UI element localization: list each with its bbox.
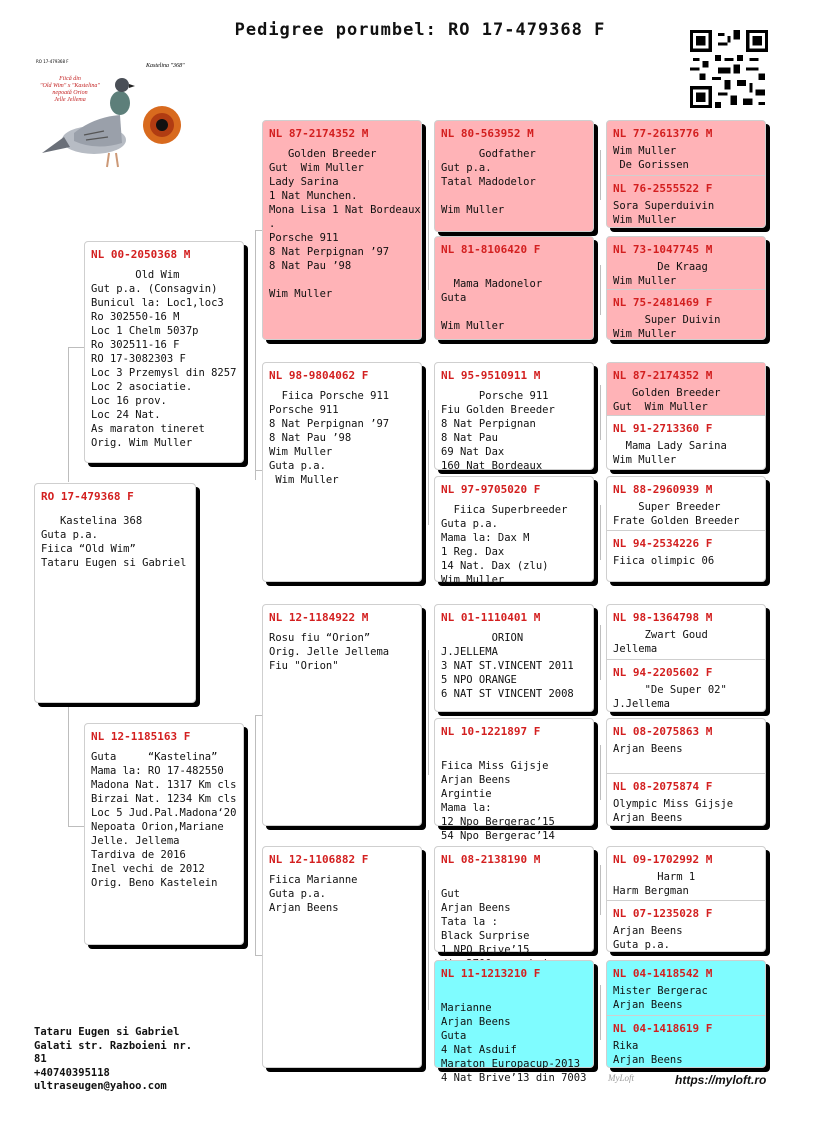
gggp-ring: NL 08-2075863 M [613,725,713,738]
great-grandparent-text: Mama Madonelor Guta Wim Muller [441,278,543,332]
gggp-entry[interactable] [607,363,765,415]
great-grandparent-card[interactable] [434,476,594,586]
great-grandparent-text: Gut Arjan Beens Tata la : Black Surprise 1 NPO Brive’15 [441,888,530,956]
gggp-pair-card[interactable] [606,846,766,952]
gggp-entry[interactable] [607,237,765,289]
gggp-pair-card[interactable] [606,236,766,340]
gggp-entry[interactable] [607,719,765,773]
great-grandparent-ring: NL 80-563952 M [441,127,534,140]
grandparent-ring: NL 98-9804062 F [269,369,369,382]
great-grandparent-card[interactable] [434,960,594,1084]
gggp-text: Sora Superduivin Wim Muller [613,200,715,226]
gggp-ring: NL 88-2960939 M [613,483,713,496]
dam-card[interactable] [84,723,244,945]
sire-text: Old Wim Gut p.a. (Consagvin) Bunicul la: Loc1,loc3 Ro 302550-16 M Loc 1 Chelm 5037p Ro 302511-16 F RO 17-3082303 F Loc 3 Przemysl din 8257 Loc 2 asociatie. Loc 16 prov. Loc 24 Nat. As maraton tineret Orig. Wim Muller [91,269,237,449]
great-grandparent-card[interactable] [434,362,594,470]
grandparent-text: Golden Breeder Gut Wim Muller Lady Sarina 1 Nat Munchen. Mona Lisa 1 Nat Bordeaux . Porsche 911 8 Nat Perpignan ’97 8 Nat Pau ’98 Wim Muller [269,148,421,300]
grandparent-ring: NL 87-2174352 M [269,127,369,140]
owner-contact: Tataru Eugen si Gabriel Galati str. Razboieni nr. 81 +40740395118 ultraseugen@yahoo.com [34,1026,193,1092]
gggp-ring: NL 94-2205602 F [613,666,713,679]
gggp-entry[interactable] [607,121,765,175]
grandparent-text: Fiica Marianne Guta p.a. Arjan Beens [269,874,358,914]
great-grandparent-ring: NL 08-2138190 M [441,853,541,866]
great-grandparent-card[interactable] [434,120,594,232]
gggp-entry[interactable] [607,847,765,900]
myloft-logo: MyLoft [608,1073,634,1083]
eye-icon [143,106,181,144]
gggp-ring: NL 04-1418542 M [613,967,713,980]
sire-card[interactable] [84,241,244,463]
subject-card[interactable] [34,483,196,703]
great-grandparent-ring: NL 95-9510911 M [441,369,541,382]
gggp-entry[interactable] [607,477,765,530]
sire-ring: NL 00-2050368 M [91,248,191,261]
gggp-text: De Kraag Wim Muller [613,261,708,287]
gggp-ring: NL 04-1418619 F [613,1022,713,1035]
gggp-text: Mama Lady Sarina Wim Muller [613,440,727,466]
website-link[interactable]: https://myloft.ro [675,1073,767,1087]
photo-name: Kastelina "368" [146,63,185,69]
gggp-text: Super Breeder Frate Golden Breeder [613,501,740,527]
great-grandparent-ring: NL 81-8106420 F [441,243,541,256]
gggp-ring: NL 08-2075874 F [613,780,713,793]
great-grandparent-text: Porsche 911 Fiu Golden Breeder 8 Nat Perpignan 8 Nat Pau 69 Nat Dax 160 Nat Bordeaux [441,390,555,472]
great-grandparent-text: Godfather Gut p.a. Tatal Madodelor Wim Muller [441,148,536,216]
grandparent-card[interactable] [262,362,422,582]
great-grandparent-card[interactable] [434,718,594,842]
gggp-text: Mister Bergerac Arjan Beens [613,985,708,1011]
photo-ring: RO 17-479368 F [36,59,69,64]
great-grandparent-ring: NL 10-1221897 F [441,725,541,738]
great-grandparent-card[interactable] [434,604,594,712]
subject-text: Kastelina 368 Guta p.a. Fiica “Old Wim” Tataru Eugen si Gabriel [41,515,187,569]
grandparent-ring: NL 12-1106882 F [269,853,369,866]
gggp-ring: NL 98-1364798 M [613,611,713,624]
gggp-pair-card[interactable] [606,718,766,826]
great-grandparent-card[interactable] [434,846,594,956]
page-title: Pedigree porumbel: RO 17-479368 F [234,20,606,40]
great-grandparent-ring: NL 11-1213210 F [441,967,541,980]
great-grandparent-text: Fiica Superbreeder Guta p.a. Mama la: Dax M 1 Reg. Dax 14 Nat. Dax (zlu) Wim Muller [441,504,568,586]
qr-code-icon [690,30,768,108]
gggp-entry[interactable] [607,1015,765,1069]
gggp-text: Harm 1 Harm Bergman [613,871,696,897]
gggp-ring: NL 94-2534226 F [613,537,713,550]
grandparent-card[interactable] [262,604,422,826]
gggp-entry[interactable] [607,605,765,659]
dam-ring: NL 12-1185163 F [91,730,191,743]
great-grandparent-card[interactable] [434,236,594,340]
gggp-pair-card[interactable] [606,120,766,228]
great-grandparent-ring: NL 01-1110401 M [441,611,541,624]
gggp-ring: NL 77-2613776 M [613,127,713,140]
gggp-ring: NL 09-1702992 M [613,853,713,866]
gggp-ring: NL 91-2713360 F [613,422,713,435]
gggp-entry[interactable] [607,415,765,471]
gggp-entry[interactable] [607,900,765,953]
grandparent-card[interactable] [262,120,422,340]
gggp-text: Super Duivin Wim Muller [613,314,721,340]
pigeon-photo [34,55,214,170]
gggp-text: Arjan Beens Guta p.a. [613,925,683,951]
gggp-text: Wim Muller De Gorissen [613,145,689,171]
grandparent-card[interactable] [262,846,422,1068]
gggp-entry[interactable] [607,530,765,583]
gggp-entry[interactable] [607,773,765,827]
grandparent-ring: NL 12-1184922 M [269,611,369,624]
gggp-entry[interactable] [607,175,765,229]
gggp-text: Olympic Miss Gijsje Arjan Beens [613,798,734,824]
gggp-text: Fiica olimpic 06 [613,555,715,567]
gggp-pair-card[interactable] [606,476,766,582]
gggp-text: Arjan Beens [613,743,683,755]
gggp-text: Golden Breeder Gut Wim Muller [613,387,721,413]
great-grandparent-text: ORION J.JELLEMA 3 NAT ST.VINCENT 2011 5 NPO ORANGE 6 NAT ST VINCENT 2008 [441,632,574,700]
gggp-text: "De Super 02" J.Jellema [613,684,727,710]
photo-caption: Fiică din "Old Wim" x "Kastelina" nepoată Orion Jelle Jellema [40,76,100,103]
gggp-text: Zwart Goud Jellema [613,629,708,655]
grandparent-text: Rosu fiu “Orion” Orig. Jelle Jellema Fiu "Orion" [269,632,390,672]
great-grandparent-text: Fiica Miss Gijsje Arjan Beens Argintie Mama la: 12 Npo Bergerac’15 54 Npo Bergerac’14 [441,760,555,842]
gggp-pair-card[interactable] [606,362,766,470]
gggp-text: Rika Arjan Beens [613,1040,683,1066]
gggp-entry[interactable] [607,289,765,341]
gggp-ring: NL 76-2555522 F [613,182,713,195]
dam-text: Guta “Kastelina” Mama la: RO 17-482550 Madona Nat. 1317 Km cls Birzai Nat. 1234 Km cls Loc 5 Jud.Pal.Madona‘20 Nepoata Orion,Mariane Jelle. Jellema Tardiva de 2016 Inel vechi de 2012 Orig. Beno Kastelein [91,751,237,889]
grandparent-text: Fiica Porsche 911 Porsche 911 8 Nat Perpignan ’97 8 Nat Pau ’98 Wim Muller Guta p.a. Wim Muller [269,390,390,486]
gggp-entry[interactable] [607,961,765,1015]
gggp-ring: NL 75-2481469 F [613,296,713,309]
gggp-pair-card[interactable] [606,960,766,1068]
gggp-pair-card[interactable] [606,604,766,712]
great-grandparent-text: Marianne Arjan Beens Guta 4 Nat Asduif Maraton Europacup-2013 4 Nat Brive’13 din 7003 [441,1002,587,1084]
gggp-ring: NL 73-1047745 M [613,243,713,256]
gggp-ring: NL 07-1235028 F [613,907,713,920]
great-grandparent-ring: NL 97-9705020 F [441,483,541,496]
gggp-entry[interactable] [607,659,765,713]
gggp-ring: NL 87-2174352 M [613,369,713,382]
subject-ring: RO 17-479368 F [41,490,134,503]
